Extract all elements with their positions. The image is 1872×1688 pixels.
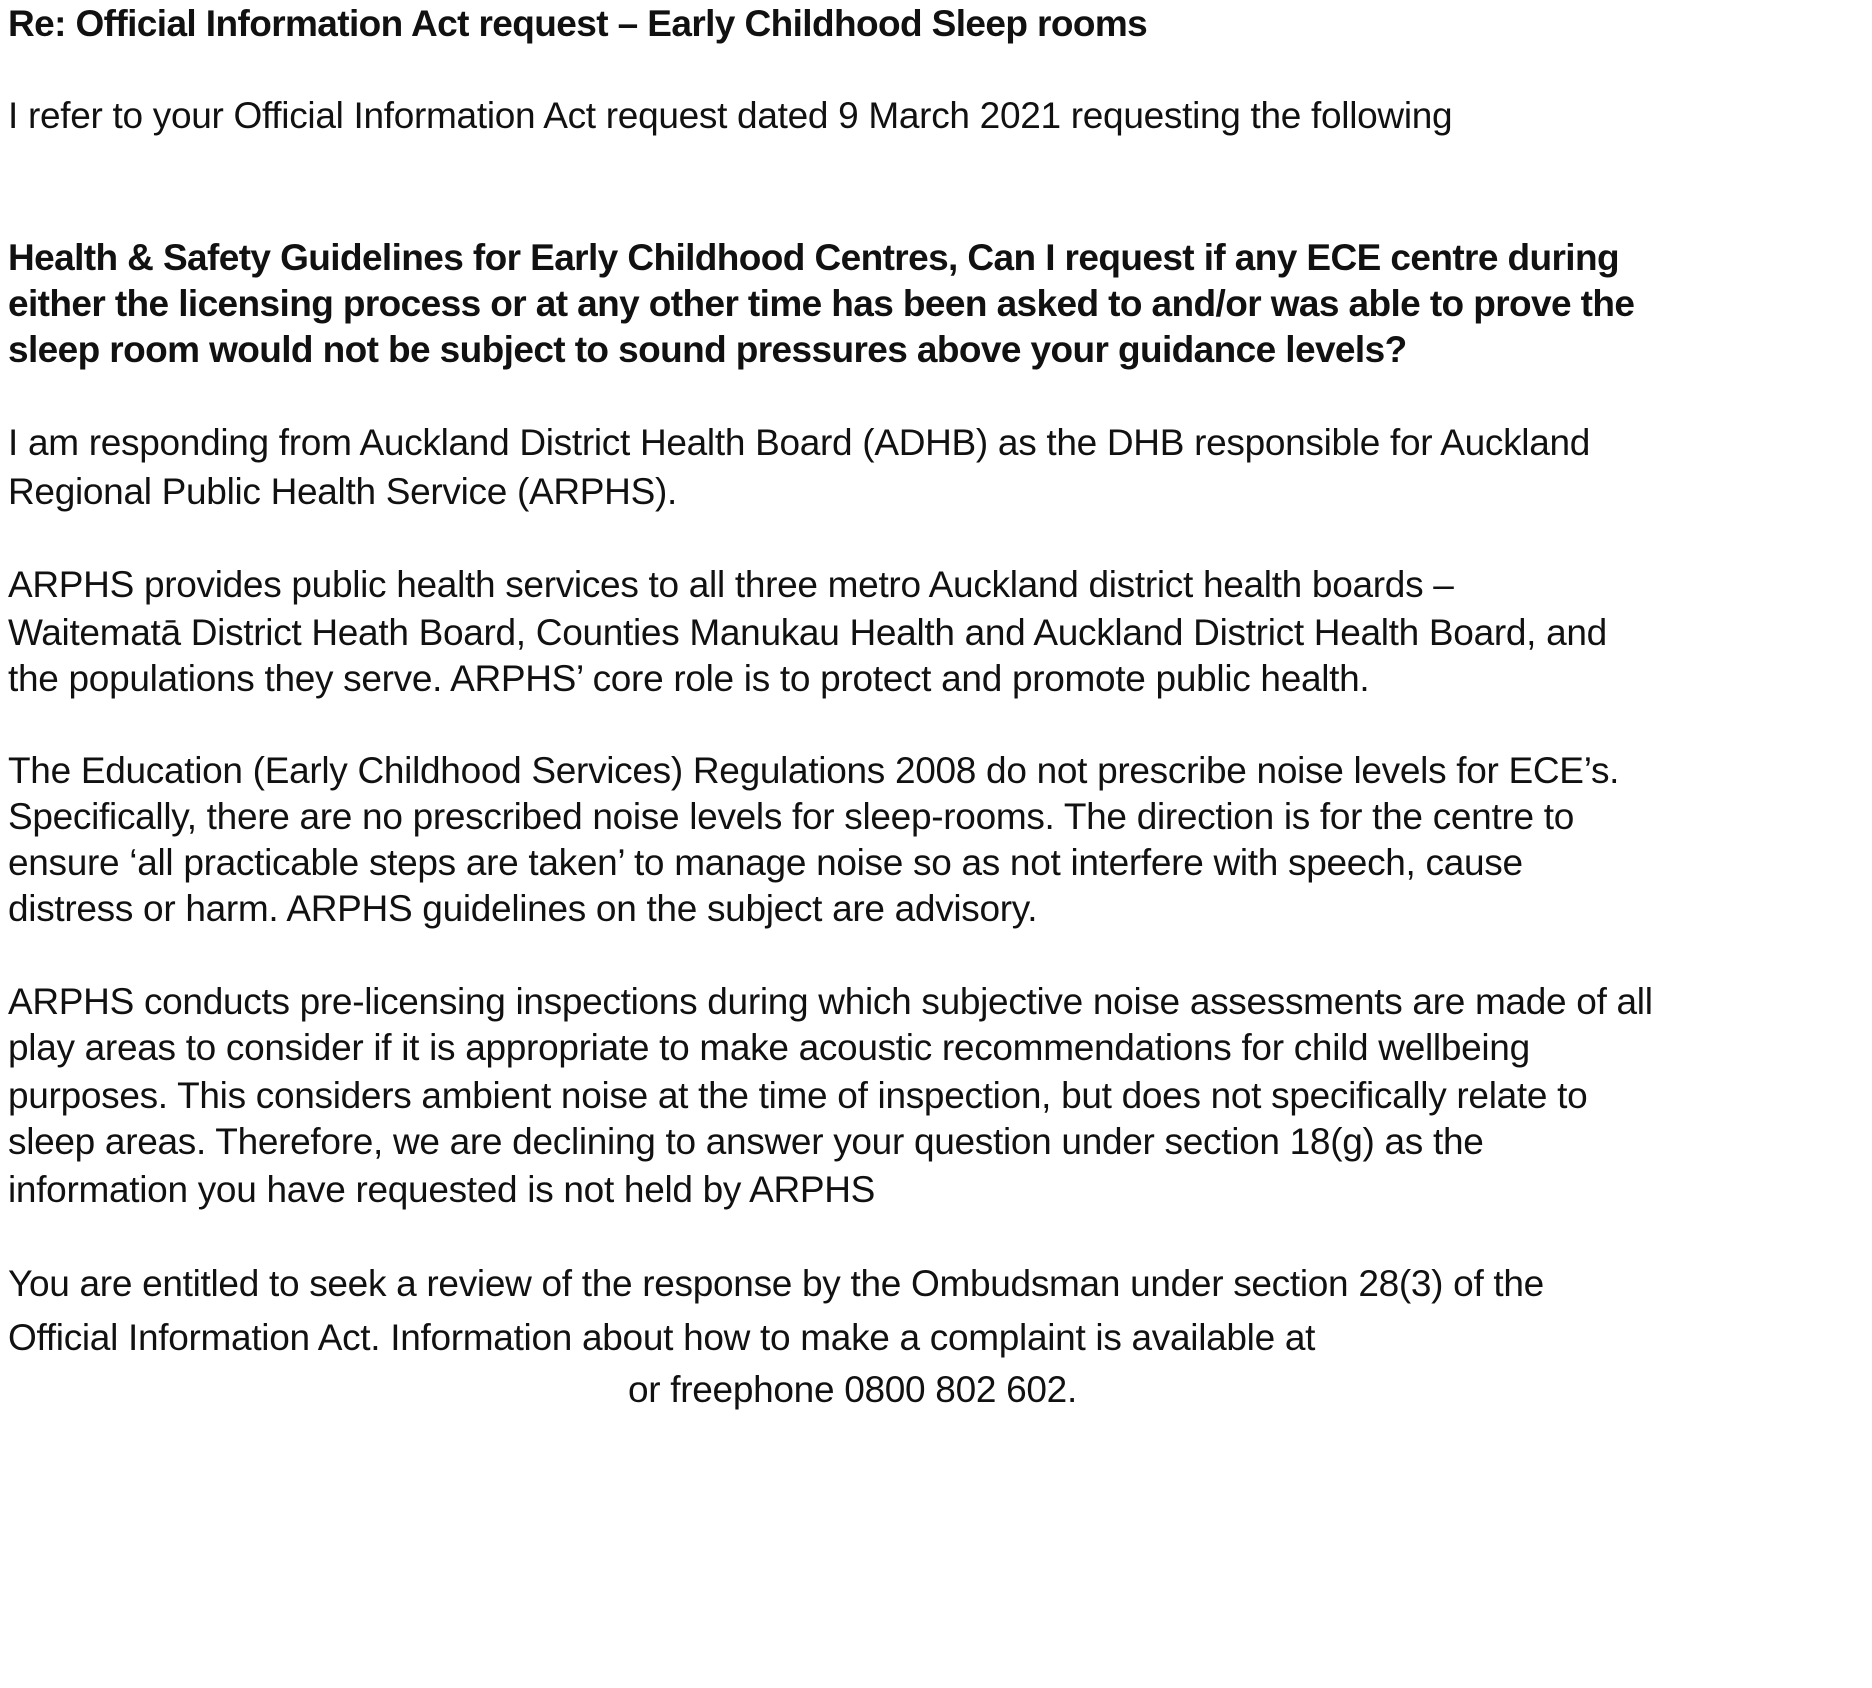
request-line: sleep room would not be subject to sound pressures above your guidance levels? (8, 329, 1407, 370)
intro-line: I refer to your Official Information Act request dated 9 March 2021 requesting the following (8, 95, 1453, 136)
paragraph-line: Specifically, there are no prescribed noise levels for sleep-rooms. The direction is for the centre to (8, 796, 1574, 837)
request-line: Health & Safety Guidelines for Early Childhood Centres, Can I request if any ECE centre during (8, 237, 1619, 278)
paragraph-line: I am responding from Auckland District Health Board (ADHB) as the DHB responsible for Auckland (8, 422, 1591, 463)
paragraph-line: You are entitled to seek a review of the response by the Ombudsman under section 28(3) of the (8, 1263, 1544, 1304)
paragraph-line: information you have requested is not held by ARPHS (8, 1169, 876, 1210)
paragraph-line: ARPHS conducts pre-licensing inspections during which subjective noise assessments are made of all (8, 981, 1653, 1022)
paragraph-line: the populations they serve. ARPHS’ core role is to protect and promote public health. (8, 658, 1370, 699)
paragraph-line: play areas to consider if it is appropriate to make acoustic recommendations for child wellbeing (8, 1027, 1530, 1068)
paragraph-line: distress or harm. ARPHS guidelines on the subject are advisory. (8, 888, 1038, 929)
paragraph-line: sleep areas. Therefore, we are declining to answer your question under section 18(g) as the (8, 1121, 1484, 1162)
paragraph-line: Waitematā District Heath Board, Counties Manukau Health and Auckland District Health Board, and (8, 612, 1607, 653)
paragraph-line: The Education (Early Childhood Services) Regulations 2008 do not prescribe noise levels for ECE’s. (8, 750, 1620, 791)
paragraph-line: Official Information Act. Information about how to make a complaint is available at (8, 1317, 1316, 1358)
paragraph-line: ARPHS provides public health services to all three metro Auckland district health boards – (8, 564, 1454, 605)
request-line: either the licensing process or at any other time has been asked to and/or was able to prove the (8, 283, 1635, 324)
freephone-line: or freephone 0800 802 602. (628, 1369, 1077, 1410)
subject-line: Re: Official Information Act request – Early Childhood Sleep rooms (8, 3, 1148, 44)
paragraph-line: purposes. This considers ambient noise at the time of inspection, but does not specifically relate to (8, 1075, 1588, 1116)
paragraph-line: Regional Public Health Service (ARPHS). (8, 471, 677, 512)
paragraph-line: ensure ‘all practicable steps are taken’ to manage noise so as not interfere with speech, cause (8, 842, 1523, 883)
